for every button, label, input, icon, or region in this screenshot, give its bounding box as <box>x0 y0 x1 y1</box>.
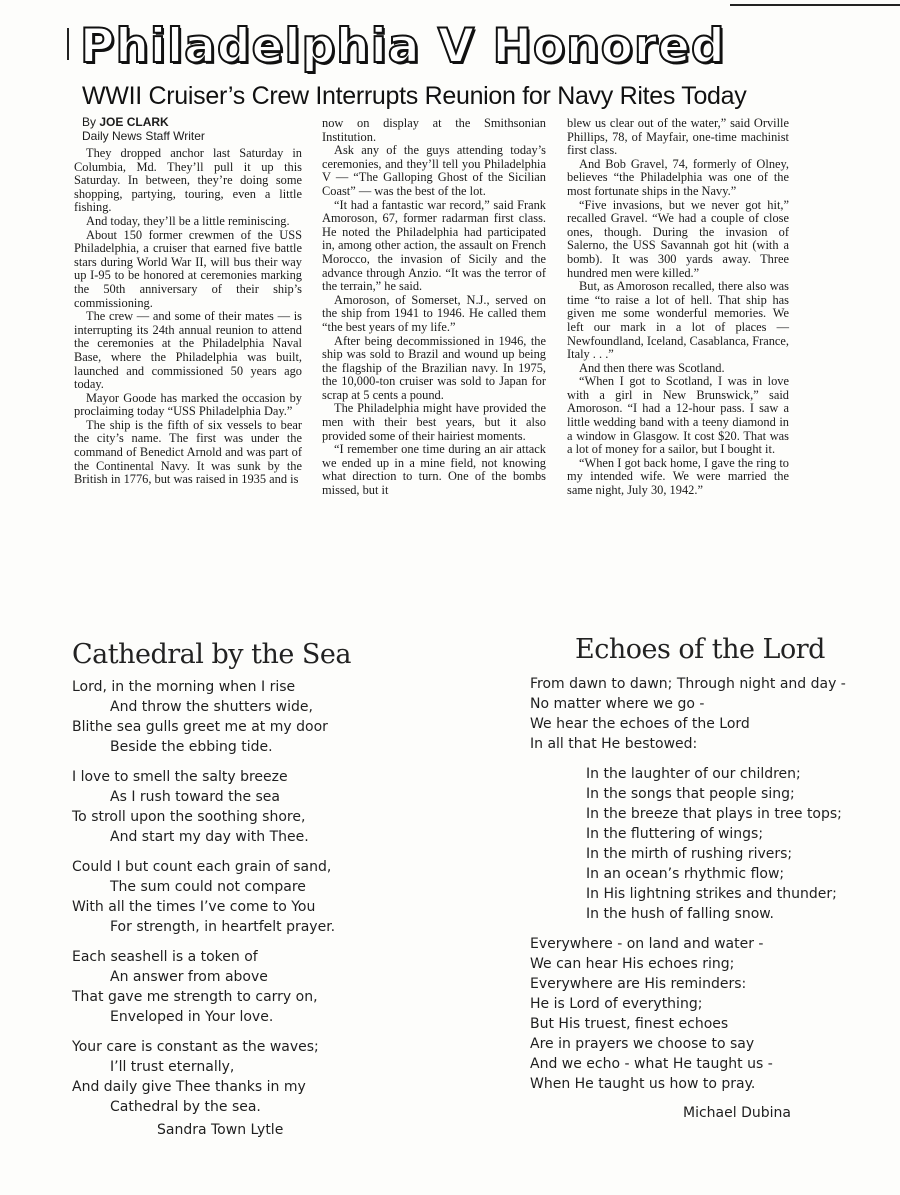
paragraph: After being decommissioned in 1946, the ship was sold to Brazil and wound up being the flagship of the Brazilian navy. In 1975, the 10,000-ton cruiser was sold to Japan for scrap at 5 cents a pound. <box>322 333 546 402</box>
poem-line: No matter where we go - <box>530 696 705 712</box>
paragraph: “I remember one time during an air attack we ended up in a mine field, not knowing what direction to turn. One of the bombs missed, but it <box>322 442 546 498</box>
article-column-3 <box>567 117 789 498</box>
poem-line: But His truest, finest echoes <box>530 1016 729 1032</box>
poem-author-lytle: Sandra Town Lytle <box>157 1122 284 1138</box>
poem-line: He is Lord of everything; <box>530 996 703 1012</box>
poem-line: And we echo - what He taught us - <box>530 1056 773 1072</box>
poem-line: In the laughter of our children; <box>586 766 801 782</box>
poem-line: Everywhere are His reminders: <box>530 976 747 992</box>
paragraph: “When I got to Scotland, I was in love with a girl in New Brunswick,” said Amoroson. “I had a 12-hour pass. I saw a little wedding band with a teeny diamond in a window in Glasgow. It cost $20. That was a lot of money for a sailor, but I bought it. <box>567 374 789 457</box>
poem-line: In His lightning strikes and thunder; <box>586 886 837 902</box>
poem-author-dubina: Michael Dubina <box>683 1105 791 1121</box>
poem-line: Each seashell is a token of <box>72 949 258 965</box>
paragraph: And then there was Scotland. <box>579 360 725 375</box>
poem-line: In an ocean’s rhythmic flow; <box>586 866 785 882</box>
column-mark <box>67 28 69 60</box>
poem-line: Lord, in the morning when I rise <box>72 679 296 695</box>
poem-line: In the songs that people sing; <box>586 786 795 802</box>
poem-echoes-of-the-lord <box>530 674 846 1094</box>
poem-line: When He taught us how to pray. <box>530 1076 756 1092</box>
paragraph: Ask any of the guys attending today’s ceremonies, and they’ll tell you Philadelphia V — “The Galloping Ghost of the Sicilian Coast” — was the best of the lot. <box>322 143 546 198</box>
poem-line: I’ll trust eternally, <box>110 1059 235 1075</box>
poem-line: And daily give Thee thanks in my <box>72 1079 306 1095</box>
poem-line: The sum could not compare <box>110 879 306 895</box>
paragraph: Mayor Goode has marked the occasion by proclaiming today “USS Philadelphia Day.” <box>74 390 302 419</box>
poem-line: Cathedral by the sea. <box>110 1099 261 1115</box>
poem-line: Are in prayers we choose to say <box>530 1036 755 1052</box>
article-byline <box>82 115 205 143</box>
paragraph: About 150 former crewmen of the USS Philadelphia, a cruiser that earned five battle stars during World War II, will bus their way up I-95 to be honored at ceremonies marking the 50th anniversary of their ship’s commissioning. <box>74 227 302 310</box>
article-headline: Philadelphia V Honored <box>80 19 726 74</box>
poem-line: An answer from above <box>110 969 268 985</box>
article-column-2 <box>322 117 546 498</box>
byline-by: By <box>82 115 97 129</box>
paragraph: now on display at the Smithsonian Institution. <box>322 116 546 144</box>
paragraph: Amoroson, of Somerset, N.J., served on the ship from 1941 to 1946. He called them “the best years of my life.” <box>322 292 546 334</box>
paragraph: And Bob Gravel, 74, formerly of Olney, believes “the Philadelphia was one of the most fortunate ships in the Navy.” <box>567 156 789 198</box>
poem-line: Enveloped in Your love. <box>110 1009 274 1025</box>
poem-line: To stroll upon the soothing shore, <box>72 809 306 825</box>
poem-line: And start my day with Thee. <box>110 829 309 845</box>
poem-line: In the breeze that plays in tree tops; <box>586 806 842 822</box>
poem-line: I love to smell the salty breeze <box>72 769 288 785</box>
byline-role: Daily News Staff Writer <box>82 129 205 143</box>
poem-title-echoes: Echoes of the Lord <box>575 634 825 665</box>
poem-line: We hear the echoes of the Lord <box>530 716 750 732</box>
paragraph: The crew — and some of their mates — is interrupting its 24th annual reunion to attend the ceremonies at the Philadelphia Naval Base, where the Philadelphia was built, launched and commissioned 50 years ago today. <box>74 309 302 392</box>
poem-line: Beside the ebbing tide. <box>110 739 273 755</box>
paragraph: But, as Amoroson recalled, there also was time “to raise a lot of hell. That ship has given me some wonderful memories. We left our mark in a lot of places — Newfoundland, Iceland, Casablanca, France, Italy . . .” <box>567 279 789 362</box>
paragraph: And today, they’ll be a little reminiscing. <box>86 213 290 228</box>
paragraph: The ship is the fifth of six vessels to bear the city’s name. The first was under the command of Benedict Arnold and was part of the Continental Navy. It was sunk by the British in 1776, but was raised in 1935 and is <box>74 417 302 487</box>
paragraph: blew us clear out of the water,” said Orville Phillips, 78, of Mayfair, one-time machinist first class. <box>567 116 789 158</box>
poem-title-cathedral: Cathedral by the Sea <box>72 639 351 670</box>
poem-line: From dawn to dawn; Through night and day - <box>530 676 846 692</box>
poem-line: With all the times I’ve come to You <box>72 899 316 915</box>
paragraph: The Philadelphia might have provided the men with their best years, but it also provided some of their hairiest moments. <box>322 401 546 443</box>
poem-line: In the hush of falling snow. <box>586 906 774 922</box>
top-rule-line <box>730 4 900 6</box>
poem-line: For strength, in heartfelt prayer. <box>110 919 336 935</box>
paragraph: They dropped anchor last Saturday in Columbia, Md. They’ll pull it up this Saturday. In between, they’re doing some shopping, partying, touring, even a little fishing. <box>74 146 302 215</box>
paragraph: “Five invasions, but we never got hit,” recalled Gravel. “We had a couple of close ones, though. During the invasion of Salerno, the USS Savannah got hit (with a bomb). It was 300 yards away. Three hundred men were killed.” <box>567 197 789 280</box>
poem-line: In the mirth of rushing rivers; <box>586 846 793 862</box>
poem-line: That gave me strength to carry on, <box>72 989 318 1005</box>
article-subheadline: WWII Cruiser’s Crew Interrupts Reunion for Navy Rites Today <box>82 82 747 110</box>
paragraph: “It had a fantastic war record,” said Frank Amoroson, 67, former radarman first class. He noted the Philadelphia had participated in, among other action, the assault on French Morocco, the invasion of Sicily and the advance through Anzio. “It was the terror of the terrain,” he said. <box>322 197 546 294</box>
poem-line: We can hear His echoes ring; <box>530 956 735 972</box>
poem-line: As I rush toward the sea <box>110 789 280 805</box>
poem-line: Everywhere - on land and water - <box>530 936 764 952</box>
article-column-1 <box>74 147 302 487</box>
poem-line: In the fluttering of wings; <box>586 826 764 842</box>
poem-line: Blithe sea gulls greet me at my door <box>72 719 328 735</box>
poem-cathedral-by-the-sea <box>72 677 335 1117</box>
poem-line: Could I but count each grain of sand, <box>72 859 332 875</box>
paragraph: “When I got back home, I gave the ring to my intended wife. We were married the same night, July 30, 1942.” <box>567 455 789 498</box>
poem-line: In all that He bestowed: <box>530 736 698 752</box>
byline-name: JOE CLARK <box>99 115 169 129</box>
poem-line: And throw the shutters wide, <box>110 699 313 715</box>
poem-line: Your care is constant as the waves; <box>72 1039 319 1055</box>
